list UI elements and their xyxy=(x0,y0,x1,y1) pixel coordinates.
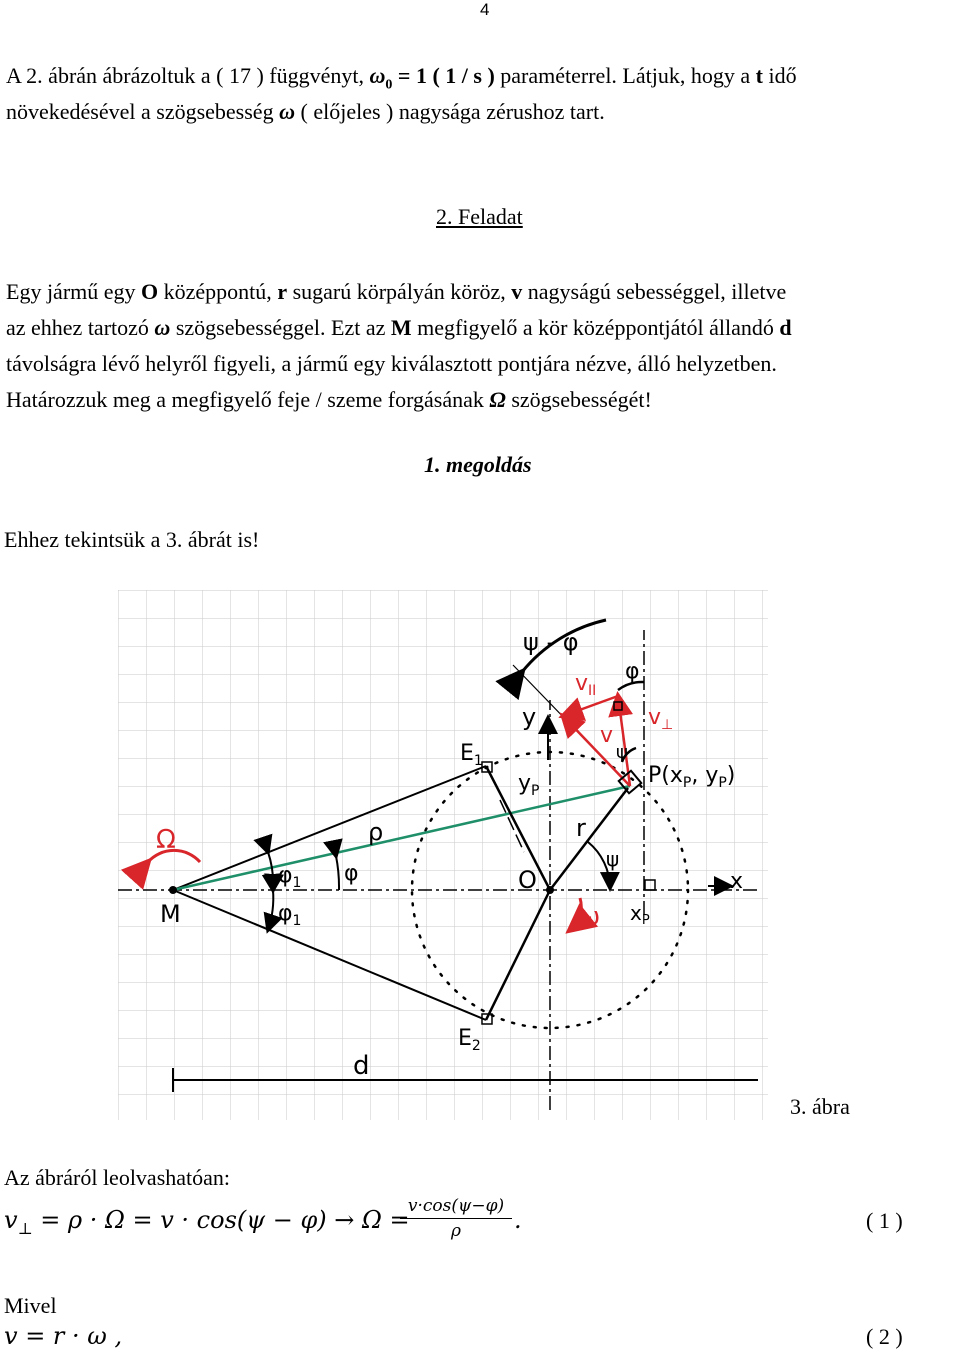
section-title: 2. Feladat xyxy=(436,204,523,229)
label-rho: ρ xyxy=(368,818,384,846)
equation-2: v = r · ω , xyxy=(4,1322,123,1350)
label-v: v xyxy=(600,723,614,748)
grid-background xyxy=(118,590,768,1120)
label-v-parallel: $v_{II}$ xyxy=(575,671,597,699)
equation-2-number: ( 2 ) xyxy=(866,1324,903,1349)
label-phi: φ xyxy=(344,861,359,886)
point-O xyxy=(546,886,554,894)
fraction-denominator: ρ xyxy=(400,1218,512,1241)
hint-text: Ehhez tekintsük a 3. ábrát is! xyxy=(4,527,260,552)
label-x: x xyxy=(730,869,744,894)
label-y: y xyxy=(522,703,537,731)
label-phi1-top: $\varphi_1$ xyxy=(278,863,302,891)
omega0-symbol: ω xyxy=(369,63,386,88)
label-psi: ψ xyxy=(606,847,620,871)
label-r: r xyxy=(576,814,586,842)
equation-1-period: . xyxy=(514,1206,522,1234)
task-line-1: Egy jármű egy O középpontú, r sugarú körpályán köröz, v nagyságú sebességgel, illetve xyxy=(6,279,787,304)
label-xP: $x_P$ xyxy=(630,901,650,928)
equation-1-number: ( 1 ) xyxy=(866,1208,903,1233)
label-phi-top: φ xyxy=(625,659,640,684)
point-M xyxy=(169,886,177,894)
equation-1: $v_\perp = \rho \cdot \Omega = v \cdot \cos(\psi - \varphi) \to \Omega$ = xyxy=(4,1206,410,1238)
label-psi-small: ψ xyxy=(616,742,628,763)
fraction-numerator: v·cos(ψ−φ) xyxy=(407,1196,505,1216)
label-omega: ω xyxy=(580,902,601,930)
task-line-3: távolságra lévő helyről figyeli, a jármű egy kiválasztott pontjára nézve, álló helyzetben. xyxy=(6,351,777,376)
label-M: M xyxy=(160,900,181,928)
figure-caption: 3. ábra xyxy=(790,1094,850,1119)
equation-1-fraction xyxy=(400,1196,512,1241)
label-phi1-bot: $\varphi_1$ xyxy=(278,901,302,929)
label-E1: $E_1$ xyxy=(460,741,483,769)
label-P: $P(x_P$, $y_P$) xyxy=(648,763,736,791)
solution-title: 1. megoldás xyxy=(424,452,532,477)
intro-line-1: A 2. ábrán ábrázoltuk a ( 17 ) függvényt, $\omega_0 = 1$ ( 1 / s ) paraméterrel. Látjuk, hogy a t idő xyxy=(6,63,797,93)
label-E2: $E_2$ xyxy=(458,1026,481,1054)
since-text: Mivel xyxy=(4,1293,57,1318)
read-from-figure: Az ábráról leolvashatóan: xyxy=(4,1165,231,1190)
label-Omega: Ω xyxy=(156,825,176,855)
figure-3-diagram xyxy=(118,590,768,1120)
label-d: d xyxy=(353,1051,370,1081)
label-psi-minus-phi: ψ - φ xyxy=(523,628,579,656)
page-number: 4 xyxy=(480,0,490,19)
task-line-2: az ehhez tartozó ω szögsebességgel. Ezt az M megfigyelő a kör középpontjától állandó d xyxy=(6,315,792,340)
label-O: O xyxy=(518,866,537,894)
label-yP: $y_P$ xyxy=(518,771,540,799)
intro-line-2: növekedésével a szögsebesség ω ( előjeles ) nagysága zérushoz tart. xyxy=(6,99,605,124)
task-line-4: Határozzuk meg a megfigyelő feje / szeme forgásának Ω szögsebességét! xyxy=(6,387,652,412)
label-v-perp: $v_\perp$ xyxy=(648,705,674,733)
